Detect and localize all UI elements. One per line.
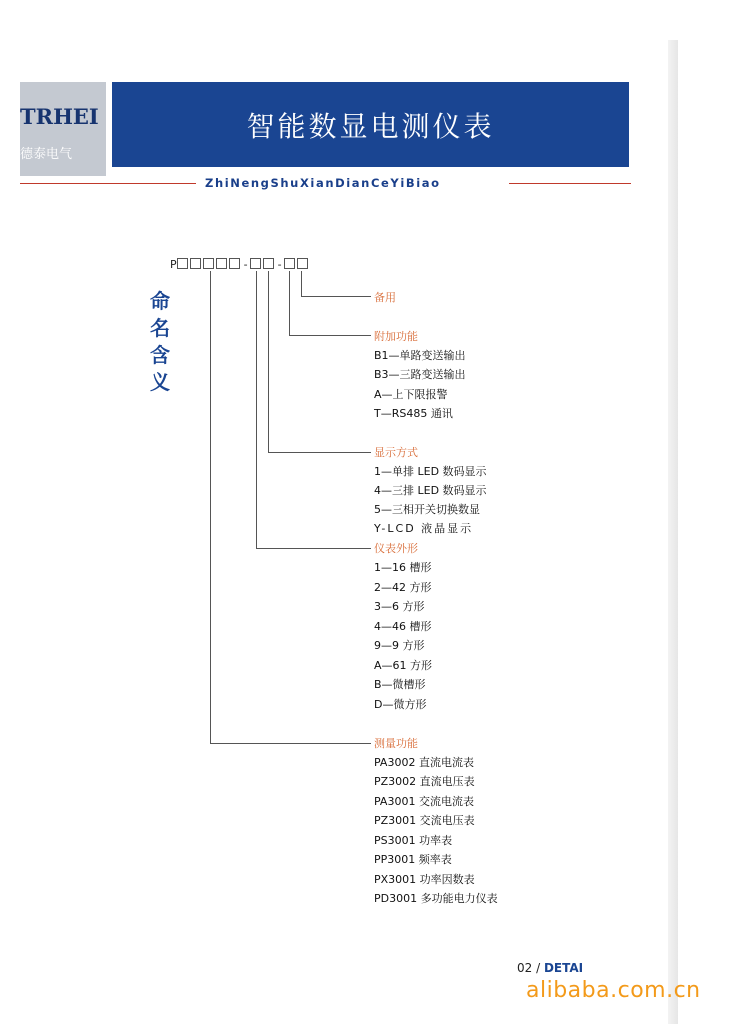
connector-measure-h [210,743,371,744]
title-pinyin: ZhiNengShuXianDianCeYiBiao [205,176,441,190]
model-code [170,258,310,271]
list-item: B3—三路变送输出 [374,368,466,381]
section-title-reserved: 备用 [374,291,396,304]
code-slot [297,258,308,269]
connector-reserved [301,271,302,296]
list-item: PS3001 功率表 [374,834,453,847]
footer-brand: DETAI [543,961,584,975]
header-rule-right [509,183,631,184]
list-item: T—RS485 通讯 [374,407,453,420]
naming-meaning-label [147,288,173,396]
side-char-4: 义 [150,370,170,394]
list-item: PZ3002 直流电压表 [374,775,475,788]
code-separator: - [277,258,282,271]
section-title-shape: 仪表外形 [374,542,418,555]
page-edge-shadow [668,40,678,1024]
page-number-text: 02 / [517,961,541,975]
brand-name-cn: 德泰电气 [20,147,73,162]
list-item: PA3001 交流电流表 [374,795,474,808]
side-char-2: 名 [150,316,170,340]
title-banner [112,82,629,167]
section-title-measure: 测量功能 [374,737,418,750]
connector-additional-h [289,335,371,336]
connector-shape [256,271,257,548]
header-rule-left [20,183,196,184]
list-item: 1—16 槽形 [374,561,432,574]
list-item: A—上下限报警 [374,388,448,401]
side-char-3: 含 [150,343,170,367]
code-slot [284,258,295,269]
section-title-display: 显示方式 [374,446,418,459]
model-prefix: P [170,258,177,271]
brand-logo: TRHEI [20,104,99,129]
list-item: 2—42 方形 [374,581,432,594]
connector-additional [289,271,290,335]
list-item: 1—单排 LED 数码显示 [374,465,487,478]
connector-display [268,271,269,452]
code-slot [229,258,240,269]
code-separator: - [243,258,248,271]
list-item: B—微槽形 [374,678,426,691]
list-item: 3—6 方形 [374,600,425,613]
code-slot [263,258,274,269]
list-item: 5—三相开关切换数显 [374,503,480,516]
list-item: A—61 方形 [374,659,433,672]
list-item: PZ3001 交流电压表 [374,814,475,827]
list-item: B1—单路变送输出 [374,349,466,362]
list-item: Y-LCD 液晶显示 [374,522,474,535]
side-char-1: 命 [150,289,170,313]
section-title-additional: 附加功能 [374,330,418,343]
page-title: 智能数显电测仪表 [246,109,495,143]
connector-display-h [268,452,371,453]
list-item: 4—三排 LED 数码显示 [374,484,487,497]
code-slot [250,258,261,269]
list-item: D—微方形 [374,698,427,711]
list-item: PA3002 直流电流表 [374,756,474,769]
list-item: PX3001 功率因数表 [374,873,475,886]
connector-reserved-h [301,296,371,297]
list-item: PD3001 多功能电力仪表 [374,892,498,905]
connector-measure [210,271,211,743]
code-slot [216,258,227,269]
code-slot [177,258,188,269]
list-item: 9—9 方形 [374,639,425,652]
code-slot [190,258,201,269]
watermark: alibaba.com.cn [526,978,701,1003]
page-number [517,961,583,975]
list-item: PP3001 频率表 [374,853,452,866]
list-item: 4—46 槽形 [374,620,432,633]
code-slot [203,258,214,269]
connector-shape-h [256,548,371,549]
